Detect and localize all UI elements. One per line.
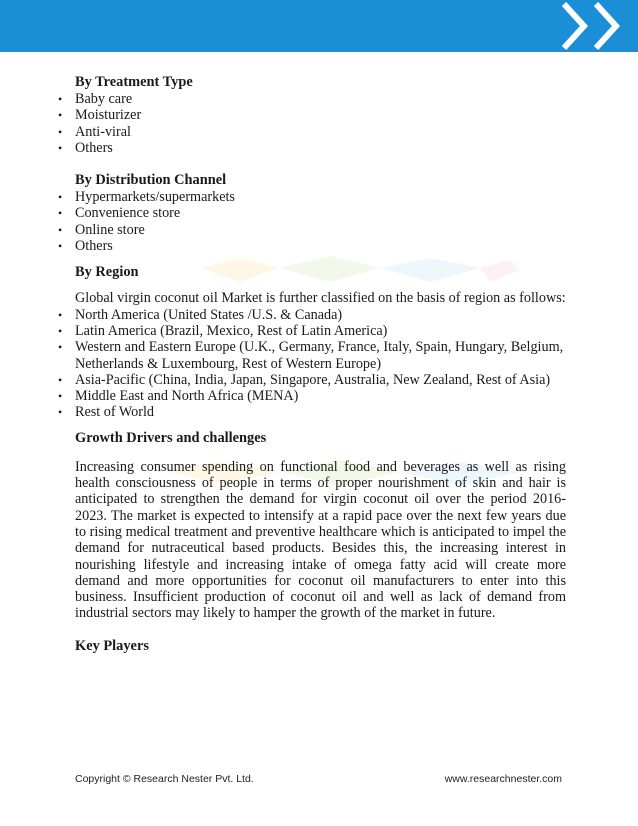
- growth-heading: Growth Drivers and challenges: [75, 429, 267, 446]
- list-item: • Convenience store: [58, 205, 566, 221]
- region-list: [58, 307, 566, 421]
- treatment-list: [58, 91, 566, 156]
- growth-paragraph: Increasing consumer spending on functional food and beverages as well as rising health consciousness of people in terms of proper nourishment of skin and hair is anticipated to strengthen the demand for virgin coconut oil over the period 2016-2023. The market is expected to intensify at a rapid pace over the next few years due to rising medical treatment and preventive healthcare which is anticipated to impel the demand for nutraceutical based products. Besides this, the increasing interest in nourishing lifestyle and increasing intake of omega fatty acid will create more demand and more opportunities for coconut oil manufacturers to enter into this business. Insufficient production of coconut oil and well as lack of demand from industrial sectors may likely to hamper the growth of the market in future.: [75, 458, 566, 622]
- list-item: • North America (United States /U.S. & Canada): [58, 307, 566, 323]
- list-item: • Others: [58, 140, 566, 156]
- copyright-text: Copyright © Research Nester Pvt. Ltd.: [75, 773, 254, 785]
- list-item: • Latin America (Brazil, Mexico, Rest of Latin America): [58, 323, 566, 339]
- key-players-heading: Key Players: [75, 637, 149, 654]
- list-item: • Moisturizer: [58, 107, 566, 123]
- list-item: • Others: [58, 238, 566, 254]
- footer: [75, 773, 562, 785]
- list-item: • Baby care: [58, 91, 566, 107]
- distribution-heading: By Distribution Channel: [75, 172, 227, 189]
- region-heading: By Region: [75, 264, 139, 281]
- distribution-list: [58, 189, 566, 254]
- list-item: • Middle East and North Africa (MENA): [58, 388, 566, 404]
- list-item: • Hypermarkets/supermarkets: [58, 189, 566, 205]
- chevron-right-double-icon: [0, 0, 638, 52]
- list-item: • Western and Eastern Europe (U.K., Germany, France, Italy, Spain, Hungary, Belgium, Netherlands & Luxembourg, Rest of Western Europe): [58, 339, 566, 372]
- document-body: [58, 74, 566, 655]
- list-item: • Rest of World: [58, 404, 566, 420]
- website-link[interactable]: www.researchnester.com: [444, 773, 562, 785]
- region-intro: Global virgin coconut oil Market is further classified on the basis of region as follows:: [75, 290, 566, 307]
- list-item: • Anti-viral: [58, 124, 566, 140]
- list-item: • Asia-Pacific (China, India, Japan, Singapore, Australia, New Zealand, Rest of Asia): [58, 372, 566, 388]
- list-item: • Online store: [58, 222, 566, 238]
- treatment-heading: By Treatment Type: [75, 74, 193, 90]
